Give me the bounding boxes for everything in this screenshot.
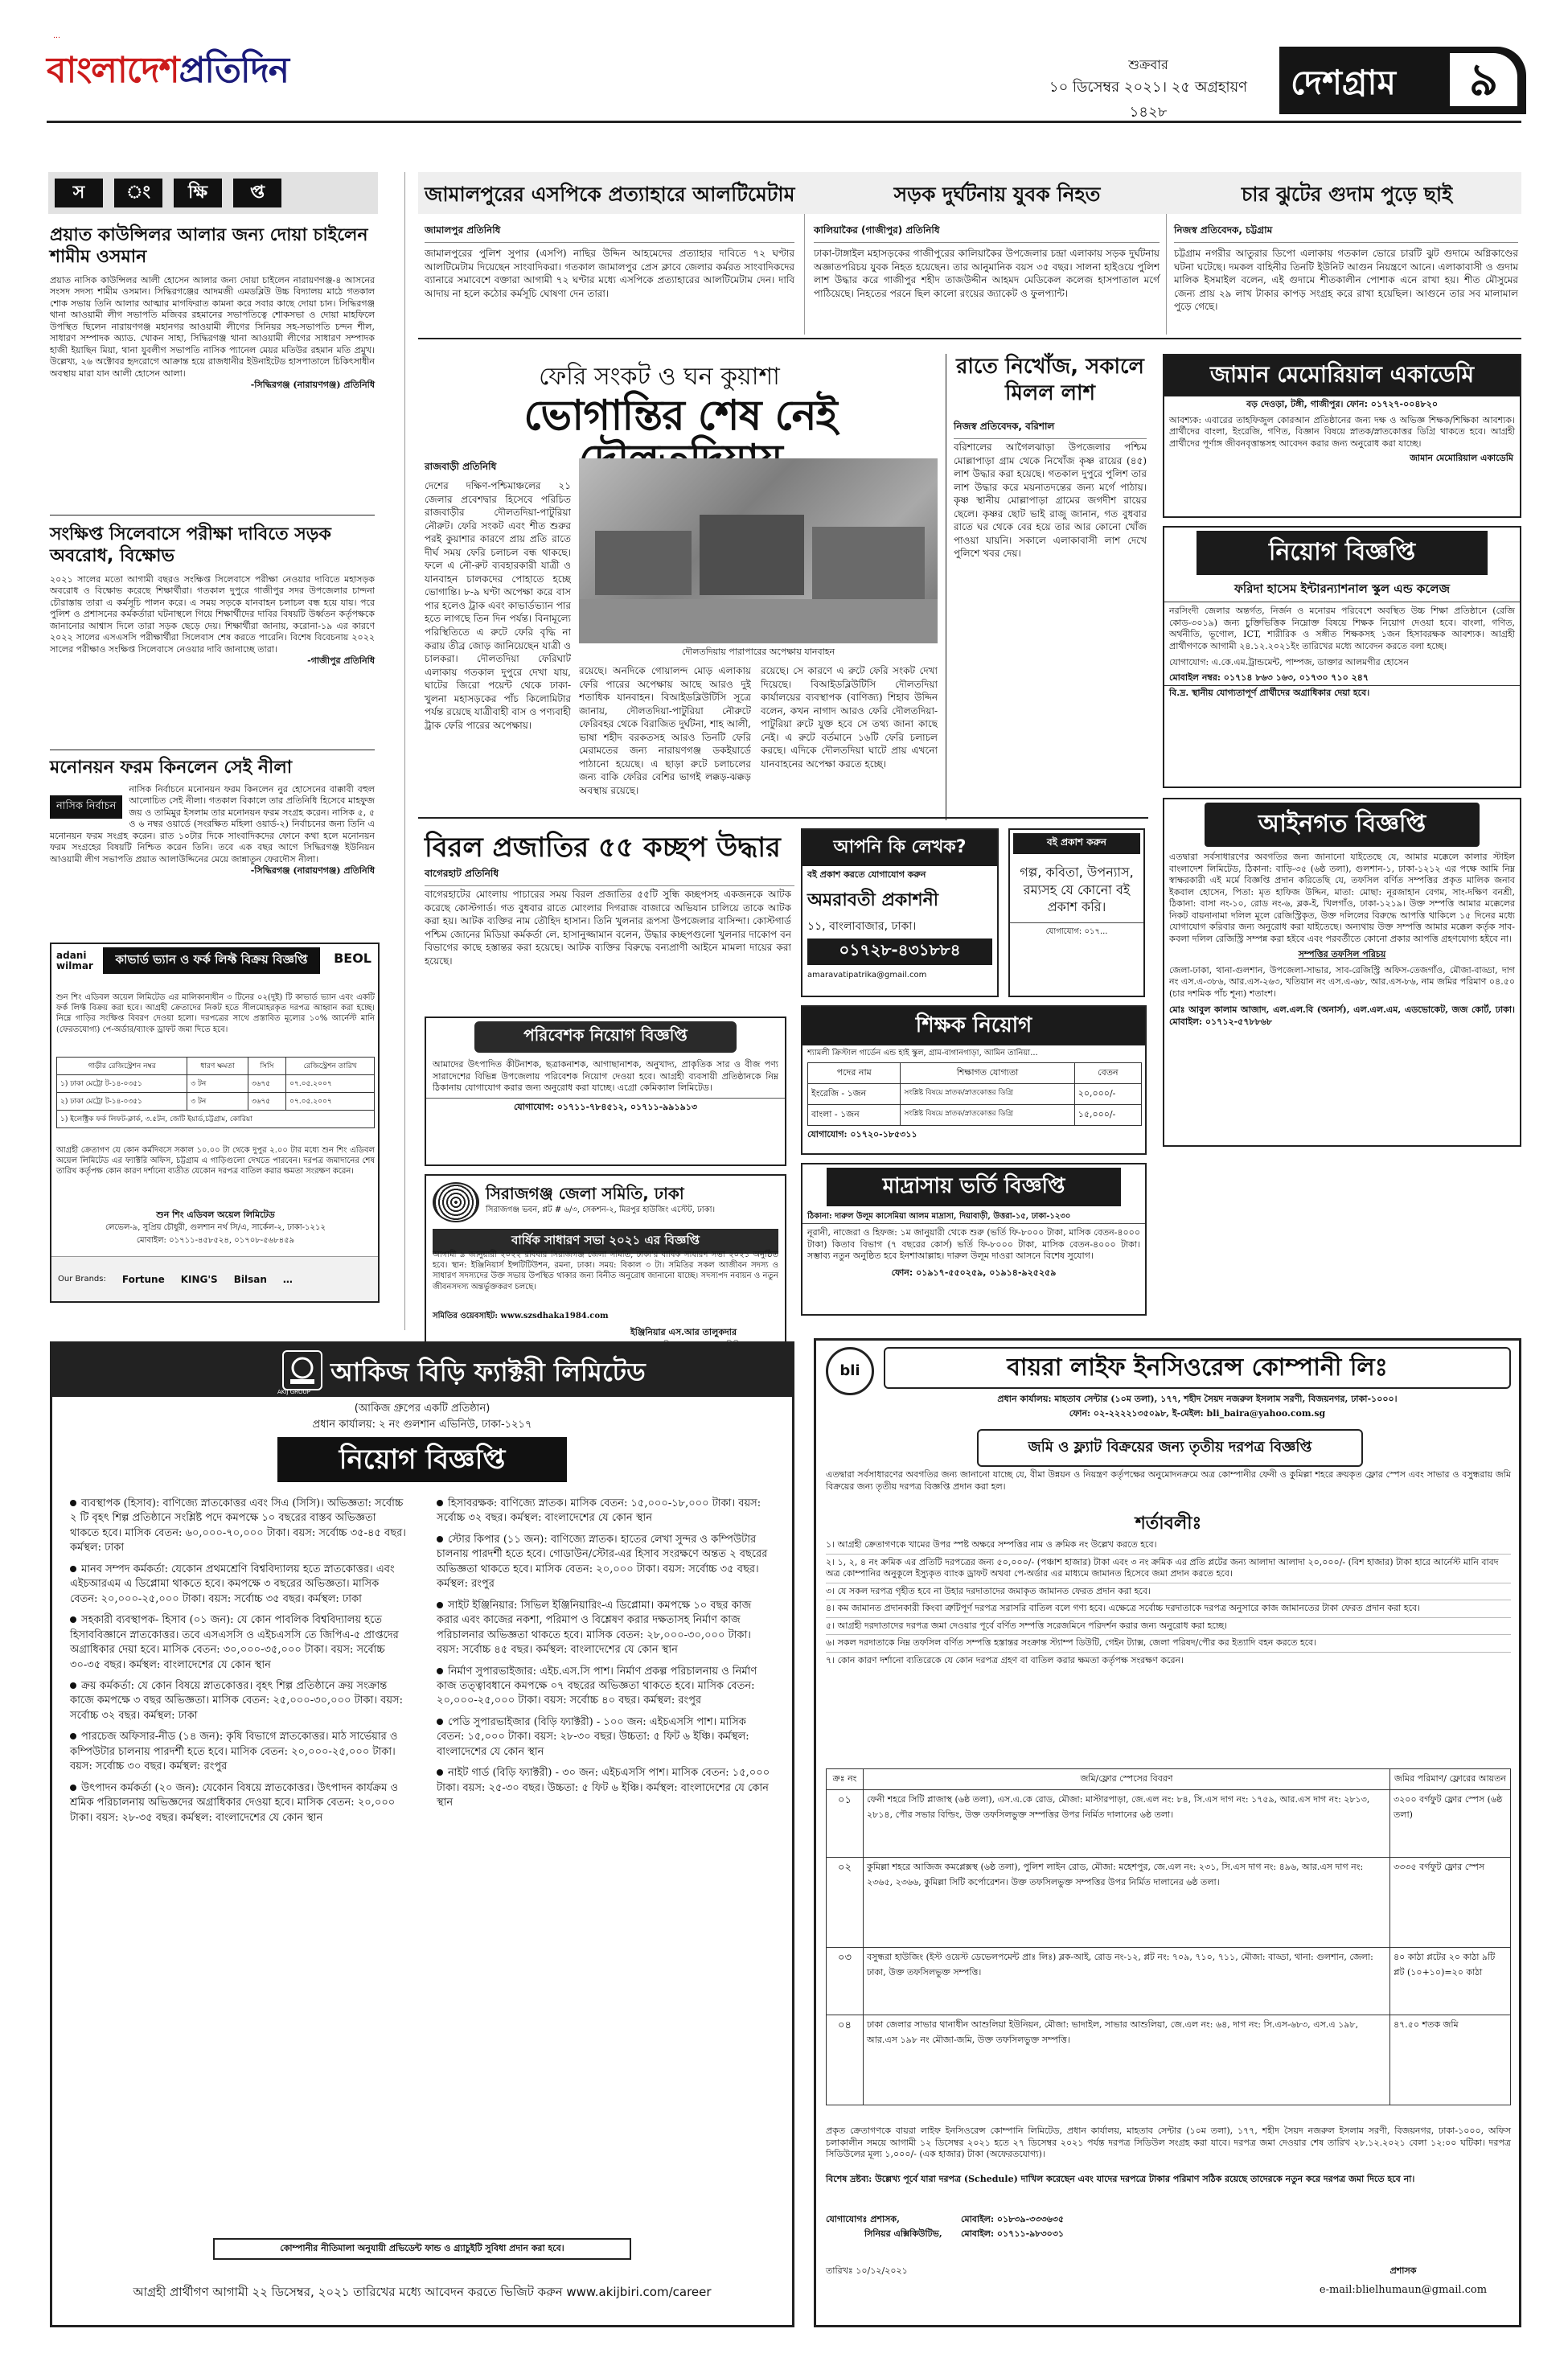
- baira-mobile1: মোবাইল: ০১৮৩৯-৩৩৩৬৩৫: [961, 2214, 1065, 2224]
- adani-logo: adani wilmar: [56, 950, 93, 972]
- table-cell: ০১: [827, 1790, 864, 1858]
- table-cell: ২) ঢাকা মেট্রো ট-১৪-০৩৫১: [57, 1093, 187, 1111]
- table-cell: ৪৭.৫০ শতক জমি: [1390, 2015, 1511, 2105]
- divider: [404, 172, 405, 1330]
- table-cell: ০৩: [827, 1948, 864, 2015]
- writer-ad-title: আপনি কি লেখক?: [802, 830, 997, 866]
- vehicle-sale-ad: [50, 943, 380, 1303]
- masthead-day: শুক্রবার: [1128, 57, 1168, 72]
- farida-ad-subtitle: ফরিদা হাসেম ইন্টারন্যাশনাল স্কুল এন্ড কলেজ: [1164, 578, 1520, 602]
- akij-group-label: AKIJ GROUP: [277, 1389, 310, 1395]
- table-header-cell: ক্রঃ নং: [827, 1769, 864, 1790]
- ferry-queue-photo: [579, 458, 938, 643]
- writer-ad-address: ১১, বাংলাবাজার, ঢাকা।: [807, 919, 917, 933]
- beol-logo: BEOL: [334, 951, 371, 966]
- vehicle-ad-phone: মোবাইল: ০১৭১১-৪৫৮৫২৪, ০১৭০৮-৫৬৮৪৫৯: [136, 1236, 295, 1245]
- akij-jobs-col2: [437, 1497, 774, 1817]
- table-header-cell: ধারণ ক্ষমতা: [187, 1058, 248, 1075]
- distributor-ad-body: আমাদের উৎপাদিত কীটনাশক, ছত্রাকনাশক, আগাছানাশক, অনুখাদ্য, প্রাকৃতিক সার ও বীজ পণ্য সারাদেশের বিভিন্ন উপজেলায় পরিবেশক নিয়োগ দেওয়া হবে। আগ্রহী ব্যবসায়ী প্রতিষ্ঠানকে নিম্ন ঠিকানায় যোগাযোগ করার জন্য অনুরোধ করা যাচ্ছে। এগ্রো কেমিক্যাল লিমিটেড।: [433, 1059, 778, 1094]
- leaf-emblem: [284, 1352, 321, 1389]
- farida-ad-note: বি.দ্র. স্থানীয় যোগ্যতাপূর্ণ প্রার্থীদের অগ্রাধিকার দেয়া হবে।: [1164, 685, 1520, 701]
- table-cell: ৩ টন: [187, 1075, 248, 1093]
- headline-jamalpur[interactable]: জামালপুরের এসপিকে প্রত্যাহারে আলটিমেটাম: [425, 183, 795, 206]
- table-cell: ৩৩৩৫ বর্গফুট ফ্লোর স্পেস: [1390, 1858, 1511, 1948]
- job-text: স্টোর কিপার (১১ জন): বাণিজ্যে স্নাতক। হাতের লেখা সুন্দর ও কম্পিউটার চালনায় পারদর্শী হতে হবে। গোডাউন/স্টোর-এর হিসাব সংরক্ষণে অন্তত ২ বছরের অভিজ্ঞতা থাকতে হবে। মাসিক বেতন: ২০,০০০ টাকা। বয়স: সর্বোচ্চ ৩৫ বছর। কর্মস্থল: রংপুর: [437, 1533, 768, 1591]
- table-cell: ২০,০০০/-: [1074, 1084, 1141, 1105]
- table-cell: ৩৬৭৫: [248, 1075, 285, 1093]
- table-row: [827, 2015, 1511, 2105]
- table-cell: ১) ঢাকা মেট্রো ট-১৪-০৩৫১: [57, 1075, 187, 1093]
- brands-strip: [51, 1256, 378, 1301]
- bullet-icon: [437, 1769, 443, 1776]
- table-header-cell: পদের নাম: [808, 1063, 901, 1084]
- table-row: [808, 1105, 1142, 1126]
- writer-ad: [801, 828, 999, 997]
- baira-tender-ad: [814, 1338, 1521, 2327]
- table-row: [57, 1075, 375, 1093]
- table-cell: কুমিল্লা শহরে আজিজ কমপ্লেক্সস্থ (৬ষ্ঠ তলা), পুলিশ লাইন রোড, মৌজা: মহেশপুর, জে.এল নং: ২৩১, সি.এস দাগ নং: ৪৯৬, আর.এস দাগ নং: ২৩৬৫, ২৩৬৬, কুমিল্লা সিটি কর্পোরেশন। উক্ত তফসিলভুক্ত সম্পত্তির উপর নির্মিত দালানের ৬ষ্ঠ তলা।: [864, 1858, 1390, 1948]
- lead-col2: রয়েছে। অনদিকে গোয়ালন্দ মোড় এলাকায় ফেরি পারের অপেক্ষায় আছে আরও দুই শতাধিক যানবাহন। বিআইডব্লিউটিসি সূত্রে জানায়, দৌলতদিয়া-পাটুরিয়া নৌরুটে ফেরিবহর থেকে বিরাজিত দুর্ঘটনা, শাহ আলী, ভাষা শহীদ বরকতসহ আরও তিনটি ফেরি মেরামতের জন্য নারায়ণগঞ্জ ডকইয়ার্ডে পাঠানো হয়েছে। এ ছাড়া রুটে চলাচলের জন্য বাকি ফেরির বেশির ভাগই লক্কড়-ঝক্কড় অবস্থায় রয়েছে।: [579, 665, 751, 796]
- story-body: ঢাকা-টাঙ্গাইল মহাসড়কের গাজীপুরের কালিয়াকৈর উপজেলার চন্দ্রা এলাকায় সড়ক দুর্ঘটনায় অজ্ঞাতপরিচয় যুবক নিহত হয়েছেন। তার আনুমানিক বয়স ৩৫ বছর। সালনা হাইওয়ে পুলিশ লাশ উদ্ধার করে গাজীপুর শহীদ তাজউদ্দীন আহমদ মেডিকেল কলেজ হাসপাতাল মর্গে পাঠিয়েছে। নিহতের পরনে ছিল কালো রংয়ের জ্যাকেট ও ফুলপ্যান্ট।: [814, 248, 1160, 299]
- bli-logo-text: bli: [839, 1362, 860, 1379]
- brief-body: নাসিক নির্বাচনে মনোনয়ন ফরম কিনলেন নুর হোসেনের বাক্কাবী বহুল আলোচিত সেই নীলা। গতকাল বিকালে তার প্রতিনিধি হিসেবে মাহফুজ জয় ও তামিমুর ইসলাম তার মনোনয়ন ফরম সংগ্রহ করেন। নাসিক ৫, ৫ ও ৬ নম্বর ওয়ার্ডে (সংরক্ষিত মহিলা ওয়ার্ড-২) নির্বাচনের জন্য তিনি এ মনোনয়ন ফরম সংগ্রহ করেন। রাত ১০টার দিকে সাংবাদিকদের ফোনে কথা হলে মনোনয়ন ফরম সংগ্রহের বিষয়টি নিশ্চিত করেন তিনি। তবে এক বছর আগে সিদ্ধিরগঞ্জ ইউনিয়ন আওয়ামী লীগ সভাপতি প্রয়াত আলাউদ্দিনের মেয়ে জান্নাতুন ফেরদৌস নীলা।: [50, 783, 375, 865]
- table-row: [57, 1093, 375, 1111]
- job-text: নাইট গার্ড (বিড়ি ফ্যাক্টরী) - ৩০ জন: এইচএসসি পাশ। মাসিক বেতন: ১৫,০০০ টাকা। বয়স: ২৫-৩০ বছর। উচ্চতা: ৫ ফিট ৬ ইঞ্চি। কর্মস্থল: বাংলাদেশের যে কোন স্থান: [437, 1767, 770, 1809]
- table-header-cell: জমির পরিমাণ/ ফ্লোরের আয়তন: [1390, 1769, 1511, 1790]
- masthead-tagline: …: [53, 32, 60, 40]
- brief-body: প্রয়াত নাসিক কাউন্সিলর আলী হোসেন আলার জন্য দোয়া চাইলেন নারায়ণগঞ্জ-৪ আসনের সংসদ সদস্য শামীম ওসমান। সিদ্ধিরগঞ্জের আদমজী এমডব্লিউ উচ্চ বিদ্যালয় মাঠে গতকাল শোক সভায় তিনি আলার আত্মার মাগফিরাত কামনা করে সবার কাছে দোয়া চান। সিদ্ধিরগঞ্জ থানা আওয়ামী লীগ সভাপতি মজিবর রহমানের সভাপতিত্বে শোকসভা ও দোয়া মাহফিলে উপস্থিত ছিলেন নারায়ণগঞ্জ মহানগর আওয়ামী লীগের সিনিয়র সহ-সভাপতি চন্দন শীল, সাধারণ সম্পাদক অ্যাড. খোকন সাহা, সিদ্ধিরগঞ্জ থানা আওয়ামী লীগের সাধারণ সম্পাদক হাজী ইয়াছিন মিয়া, থানা যুবলীগ সভাপতি নাসিক প্যানেল মেয়র মতিউর রহমান মতি প্রমুখ। উল্লেখ্য, ২৬ অক্টোবর হৃদরোগে আক্রান্ত হয়ে রাজধানীর ইউনাইটেড হাসপাতালে চিকিৎসাধীন অবস্থায় মারা যান আলী হোসেন আলা।: [50, 274, 375, 379]
- lead-byline: রাজবাড়ী প্রতিনিধি: [425, 461, 497, 472]
- brand-logo: Fortune: [121, 1273, 165, 1285]
- bullet-icon: [437, 1719, 443, 1725]
- night-byline: নিজস্ব প্রতিবেদক, বরিশাল: [954, 420, 1147, 439]
- table-row: [808, 1084, 1142, 1105]
- akij-jobs-col1: [70, 1497, 408, 1832]
- lead-headline[interactable]: ভোগান্তির শেষ নেই: [523, 392, 837, 440]
- table-header-cell: রেজিস্ট্রেশন তারিখ: [286, 1058, 375, 1075]
- baira-title: বায়রা লাইফ ইনসিওরেন্স কোম্পানী লিঃ: [1007, 1353, 1388, 1382]
- table-cell: ৩২০০ বর্গফুট ফ্লোর স্পেস (৬ষ্ঠ তলা): [1390, 1790, 1511, 1858]
- trucks-illustration: [579, 458, 938, 643]
- job-listing: [437, 1766, 774, 1810]
- table-cell: ইংরেজি - ১জন: [808, 1084, 901, 1105]
- zaman-ad-address: বড় দেওড়া, টঙ্গী, গাজীপুর। ফোন: ০১৭২৭-০০৪৮২০: [1246, 399, 1438, 409]
- table-header-row: [808, 1063, 1142, 1084]
- agm-body: আগামী ৯ জানুয়ারী ২০২২ রবিবার সিরাজগঞ্জ জেলা সমিতি, ঢাকা'র বার্ষিক সাধারণ সভা ২০২১ অনুষ্ঠিত হবে। স্থান: ইঞ্জিনিয়ার্স ইন্সটিটিউশন, রমনা, ঢাকা। সময়: বিকাল ৩ টা। সমিতির সকল আজীবন সদস্য ও সাধারণ সদস্যদের উক্ত সভায় উপস্থিত থাকার জন্য বিনীত অনুরোধ জানানো যাচ্ছে। সদস্যপদ নবায়ন ও নতুন জীবনসদস্য অন্তর্ভুক্তকরণ চলছে।: [433, 1251, 778, 1292]
- section-name: দেশগ্রাম: [1291, 63, 1396, 102]
- org-address: সিরাজগঞ্জ ভবন, প্লট # ৬/৩, সেকশন-২, মিরপুর হাউজিং এস্টেট, ঢাকা।: [486, 1205, 716, 1214]
- job-text: ক্রয় কর্মকর্তা: যে কোন বিষয়ে স্নাতকোত্তর। বৃহৎ শিল্প প্রতিষ্ঠানে ক্রয় সংক্রান্ত কাজে কমপক্ষে ৩ বছর অভিজ্ঞতা। মাসিক বেতন: ২৫,০০০-৩০,০০০ টাকা। বয়স: সর্বোচ্চ ৩২ বছর। কর্মস্থল: ঢাকা: [70, 1679, 403, 1722]
- baira-date: তারিখঃ ১০/১২/২০২১: [826, 2265, 908, 2276]
- bli-logo-icon: [826, 1347, 874, 1395]
- bullet-icon: [437, 1500, 443, 1506]
- book-ad: [1008, 828, 1145, 997]
- madrasa-ad-body: নূরানী, নাজেরা ও হিফজ: ১ম জানুয়ারী থেকে শুরু (ভর্তি ফি-৮০০০ টাকা, মাসিক বেতন-৪০০০ টাকা) কিতাব বিভাগ (৭ বছরের কোর্স) ভর্তি ফি-৮০০০ টাকা, মাসিক বেতন-৪০০০ টাকা। সম্ভাব্য নতুন অনুষ্ঠিত হবে ইনশাআল্লাহ। দারুল উলূম দাওরা আসনে বিশেষ সুযোগ।: [807, 1227, 1140, 1262]
- vehicle-ad-title: কাভার্ড ভ্যান ও ফর্ক লিফ্ট বিক্রয় বিজ্ঞপ্তি: [103, 947, 320, 974]
- job-listing: [437, 1715, 774, 1760]
- vehicle-ad-body: শুন শিং এডিবল অয়েল লিমিটেড এর মালিকানাধীন ৩ টিনের ০২(দুই) টি কাভার্ড ভ্যান এবং একটি ফর্ক লিফ্ট বিক্রয় করা হবে। আগ্রহী ক্রেতাদের নিকট হতে সীলমোহরকৃত দরপত্র আহ্বান করা হচ্ছে। নিম্নে গাড়ির সংক্ষিপ্ত বিবরণ দেওয়া হলো। দরপত্রের সাথে প্রস্তাবিত মূল্যের ১০% আর্নেস্ট মানি (ফেরতযোগ্য) পে-অর্ডার/ব্যাংক ড্রাফট জমা দিতে হবে।: [56, 993, 375, 1034]
- brief-tag: নাসিক নির্বাচন: [50, 795, 122, 819]
- masthead-date: ১০ ডিসেম্বর ২০২১। ২৫ অগ্রহায়ণ ১৪২৮: [1049, 79, 1248, 121]
- table-cell: ০২: [827, 1858, 864, 1948]
- job-text: সাইট ইঞ্জিনিয়ার: সিভিল ইঞ্জিনিয়ারিং-এ ডিপ্লোমা। কমপক্ষে ১০ বছর কাজ করার এবং কাজের নকশা, পরিমাপ ও বিশ্লেষণ করার দক্ষতাসহ নির্মাণ কাজ পরিচালনার অভিজ্ঞতা থাকতে হবে। মাসিক বেতন: ২৮,০০০-৩০,০০০ টাকা। বয়স: সর্বোচ্চ ৪৫ বছর। কর্মস্থল: বাংলাদেশের যে কোন স্থান: [437, 1599, 752, 1657]
- job-listing: [70, 1679, 408, 1723]
- brief-label-char: প্ত: [233, 179, 281, 207]
- akij-recruitment-ad: [50, 1341, 794, 2327]
- baira-intro: এতদ্বারা সর্বসাধারণের অবগতির জন্য জানানো যাচ্ছে যে, বীমা উন্নয়ন ও নিয়ন্ত্রণ কর্তৃপক্ষের অনুমোদনক্রমে অত্র কোম্পানীর ফেনী ও কুমিল্লা শহরে ক্রয়কৃত ফ্লোর স্পেস এবং সাভার ও বসুন্ধরায় জমি বিক্রয়ের জন্য তৃতীয় দরপত্র বিজ্ঞপ্তি প্রদান করা হল।: [826, 1469, 1511, 1492]
- bullet-icon: [437, 1536, 443, 1542]
- term-item: ৭। কোন কারণ দর্শানো ব্যতিরেকে যে কোন দরপত্র গ্রহণ বা বাতিল করার ক্ষমতা কর্তৃপক্ষ সংরক্ষণ করেন।: [826, 1654, 1184, 1665]
- teacher-table: [807, 1062, 1142, 1126]
- story-body: চট্টগ্রাম নগরীর আতুরার ডিপো এলাকায় গতকাল ভোরে চারটি ঝুট গুদামে অগ্নিকাণ্ডের ঘটনা ঘটেছে। দমকল বাহিনীর তিনটি ইউনিট আগুন নিয়ন্ত্রণে আনে। এলাকাবাসী ও গুদাম মালিক ইসমাইল বলেন, এই গুদামে শীতকালীন পোশাক এনে রাখা হয়। শীত মৌসুমের জেন্য প্রায় ২৯ লাখ টাকার কাপড় সংগ্রহ করে রাখা হয়েছিল। আগুনে তার সব মালামাল পুড়ে গেছে।: [1174, 248, 1518, 313]
- page-number: ৯: [1450, 53, 1517, 106]
- vehicle-ad-address: লেভেল-৯, সুপ্রিয় চৌধুরী, গুলশান নর্থ সি/এ, সার্কেল-২, ঢাকা-১২১২: [105, 1223, 326, 1232]
- legal-ad-schedule-title: সম্পত্তির তফসিল পরিচয়: [1298, 949, 1386, 960]
- logo-first-word: বাংলাদেশ: [47, 50, 179, 91]
- vehicle-table: [56, 1057, 375, 1128]
- table-header-cell: সিসি: [248, 1058, 285, 1075]
- turtle-byline: বাগেরহাট প্রতিনিধি: [425, 867, 794, 886]
- bullet-icon: [70, 1733, 76, 1739]
- job-listing: [70, 1563, 408, 1607]
- baira-address: প্রধান কার্যালয়: মাহতাব সেন্টার (১০ম তলা), ১৭৭, শহীদ সৈয়দ নজরুল ইসলাম সরণী, বিজয়নগর, ঢাকা-১০০০।: [997, 1394, 1398, 1404]
- table-cell: ঢাকা জেলার সাভার থানাধীন আশুলিয়া ইউনিয়ন, মৌজা: ভাদাইল, সাভার আশুলিয়া, জে.এল নং: ৬৪, দাগ নং: সি.এস-৬৮৩, এস.এ ১৯৮, আর.এস ১৯৮ নং মৌজা-জমি, উক্ত তফসিলভুক্ত সম্পত্তি।: [864, 2015, 1390, 2105]
- teacher-ad-intro: শ্যামলী ক্রিস্টাল গার্ডেন এন্ড হাই স্কুল, গ্রাম-বাগানগাড়া, আমিন তানিয়া...: [807, 1049, 1038, 1058]
- table-cell: ০৪: [827, 2015, 864, 2105]
- brief-section-header: [48, 172, 378, 214]
- baira-sign: প্রশাসক: [1389, 2265, 1417, 2276]
- bullet-icon: [70, 1785, 76, 1791]
- brief-item: [50, 225, 375, 392]
- night-body: বরিশালের আগৈলঝাড়া উপজেলার পশ্চিম মোল্লাপাড়া গ্রাম থেকে নিখোঁজ কৃষ্ণ রায়ের (৪৫) লাশ উদ্ধার করা হয়েছে। গতকাল দুপুরে পুলিশ তার লাশ উদ্ধার করে ময়নাতদন্তের জন্য মর্গে পাঠায়। কৃষ্ণ স্থানীয় মোল্লাপাড়া গ্রামের জগদীশ রায়ের ছেলে। কৃষ্ণর ছোট ভাই রাজু জানান, গত বুধবার রাতে ঘর থেকে বের হয়ে তার আর কোনো খোঁজ পাওয়া যায়নি। সকালে এলাকাবাসী লাশ দেখে পুলিশে খবর দেয়।: [954, 442, 1147, 560]
- book-ad-body: গল্প, কবিতা, উপন্যাস, রম্যসহ যে কোনো বই প্রকাশ করি।: [1020, 865, 1134, 915]
- term-item: ৫। আগ্রহী দরদাতাদের দরপত্র জমা দেওয়ার পূর্বে বর্ণিত সম্পত্তি সরেজমিনে পরিদর্শন করার জন্য অনুরোধ করা হচ্ছে।: [826, 1618, 1511, 1636]
- job-text: উৎপাদন কর্মকর্তা (২০ জন): যেকোন বিষয়ে স্নাতকোত্তর। উৎপাদন কার্যক্রম ও শ্রমিক পরিচালনায় অভিজ্ঞদের অগ্রাধিকার দেওয়া হবে। মাসিক বেতন: ২০,০০০ টাকা। বয়স: ২৮-৩৫ বছর। কর্মস্থল: বাংলাদেশের যে কোন স্থান: [70, 1781, 399, 1824]
- brand-logo: …: [282, 1273, 293, 1285]
- table-row: [827, 1790, 1511, 1858]
- job-listing: [70, 1730, 408, 1774]
- brief-label-char: ক্ষি: [174, 179, 222, 207]
- legal-ad-body: এতদ্বারা সর্বসাধারণের অবগতির জন্য জানানো যাইতেছে যে, আমার মক্কেলে কালার স্টাইল বাংলাদেশ লিমিটেড, ঠিকানা: বাড়ি-৩৫ (৬ষ্ঠ তলা), গুলশান-১, ঢাকা-১২১২ এর পক্ষে আমি নিম্ন স্বাক্ষরকারী এই মর্মে বিজ্ঞপ্তি প্রদান করিতেছি যে, তফসিল বর্ণিত সম্পত্তির প্রকৃত মালিক জনাব ইকবাল হোসেন, পিতা: মৃত হাফিজ উদ্দিন, মাতা: মোছা: নূরজাহান বেগম, সাং-দক্ষিণ বনশ্রী, ঠিকানা: বাসা নং-১০, রোড নং-৬, ব্লক-ই, খিলগাঁও, ঢাকা-১২১৯। উক্ত সম্পত্তি আমার মক্কেলের নিকট বায়নানামা দলিল মূলে রেজিস্ট্রিকৃত, উক্ত দলিলের বিরুদ্ধে আপত্তি থাকিলে ১৫ দিনের মধ্যে যোগাযোগ করিবার জন্য অনুরোধ করা যাইতেছে। অন্যথায় উক্ত সম্পত্তি আমার মক্কেল কর্তৃক সাব-কবলা দলিল রেজিস্ট্রি সম্পন্ন করা হইবে এবং পরবর্তীতে কোনো প্রকার আপত্তি গ্রহণযোগ্য হইবে না।: [1169, 852, 1515, 944]
- bullet-icon: [437, 1602, 443, 1608]
- job-text: সহকারী ব্যবস্থাপক- হিসাব (০১ জন): যে কোন পাবলিক বিশ্ববিদ্যালয় হতে হিসাববিজ্ঞানে স্নাতকোত্তর। তবে এসএসসি ও এইচএসসি তে জিপিএ-৫ প্রাপ্তদের অগ্রাধিকার দেয়া হবে। মাসিক বেতন: ৩০,০০০-৩৫,০০০ টাকা। বয়স: সর্বোচ্চ ৩০-৩৫ বছর। কর্মস্থল: বাংলাদেশের যে কোন স্থান: [70, 1614, 399, 1671]
- brief-sign: -গাজীপুর প্রতিনিধি: [307, 655, 375, 667]
- legal-ad-schedule: জেলা-ঢাকা, থানা-গুলশান, উপজেলা-সাভার, সাব-রেজিস্ট্রি অফিস-তেজগাঁও, মৌজা-বাড্ডা, দাগ নং এস.এ-৩৮৬, আর.এস-২৬৩, খতিয়ান নং এস.এ-৬৮, আর.এস-৮৬, নাম জমির পরিমাণ ০৪.৫০ (চার দশমিক পাঁচ শূন্য) শতাংশ।: [1169, 964, 1515, 999]
- table-cell: সংশ্লিষ্ট বিষয়ে স্নাতক/স্নাতকোত্তর ডিগ্রি: [901, 1105, 1074, 1126]
- baira-contact1: যোগাযোগঃ প্রশাসক,: [826, 2214, 900, 2224]
- job-listing: [437, 1533, 774, 1592]
- masthead: [47, 31, 1526, 175]
- agm-signatory: ইঞ্জিনিয়ার এস.আর তালুকদার: [630, 1327, 737, 1337]
- baira-terms: [826, 1537, 1511, 1669]
- teacher-ad: [801, 1005, 1147, 1155]
- term-item: ৩। যে সকল দরপত্র গৃহীত হবে না উহার দরদাতাদের জমাকৃত জামানত ফেরত প্রদান করা হবে।: [826, 1583, 1511, 1601]
- org-name: সিরাজগঞ্জ জেলা সমিতি, ঢাকা: [486, 1184, 684, 1203]
- akij-title: নিয়োগ বিজ্ঞপ্তি: [277, 1437, 567, 1482]
- divider: [418, 338, 1521, 339]
- agm-website[interactable]: সমিতির ওয়েবসাইট: www.szsdhaka1984.com: [433, 1312, 609, 1320]
- distributor-ad-phone: যোগাযোগ: ০১৭১১-৭৮৪৫১২, ০১৭১১-৯৯১৯১৩: [426, 1098, 785, 1117]
- job-listing: [437, 1497, 774, 1526]
- photo-caption: দৌলতদিয়ায় পারাপারের অপেক্ষায় যানবাহন: [681, 647, 835, 657]
- road-story: [814, 224, 1160, 300]
- baira-email[interactable]: e-mail:blielhumaun@gmail.com: [1319, 2284, 1488, 2296]
- property-table: [826, 1768, 1511, 2105]
- job-text: হিসাবরক্ষক: বাণিজ্যে স্নাতক। মাসিক বেতন: ১৫,০০০-১৮,০০০ টাকা। বয়স: সর্বোচ্চ ৩২ বছর। কর্মস্থল: বাংলাদেশের যে কোন স্থান: [437, 1497, 761, 1525]
- job-listing: [70, 1613, 408, 1673]
- akij-apply-line[interactable]: আগ্রহী প্রার্থীগণ আগামী ২২ ডিসেম্বর, ২০২১ তারিখের মধ্যে আবেদন করতে ভিজিট করুন www.akijbiri.com/career: [133, 2285, 712, 2299]
- baira-title-box: [884, 1347, 1511, 1389]
- table-cell: বসুন্ধরা হাউজিং (ইস্ট ওয়েস্ট ডেভেলপমেন্ট প্রাঃ লিঃ) ব্লক-আই, রোড নং-১২, প্লট নং: ৭০৯, ৭১০, ৭১১, মৌজা: বাড্ডা, থানা: গুলশান, জেলা: ঢাকা, উক্ত তফসিলভুক্ত সম্পত্তি।: [864, 1948, 1390, 2015]
- brief-title: সংক্ষিপ্ত সিলেবাসে পরীক্ষা দাবিতে সড়ক অবরোধ, বিক্ষোভ: [50, 524, 331, 566]
- story-byline: নিজস্ব প্রতিবেদক, চট্টগ্রাম: [1174, 224, 1518, 243]
- teacher-ad-footer: যোগাযোগ: ০১৭২০-১৮৫৩১১: [807, 1129, 917, 1140]
- table-row: [57, 1111, 375, 1128]
- section-banner: [1279, 47, 1526, 114]
- table-cell: ৩৬৭৫: [248, 1093, 285, 1111]
- baira-conditions: প্রকৃত ক্রেতাগণকে বায়রা লাইফ ইনসিওরেন্স কোম্পানি লিমিটেড, প্রধান কার্যালয়, মাহতাব সেন্টার (১০ম তলা), ১৭৭, শহীদ সৈয়দ নজরুল ইসলাম সরণী, বিজয়নগর, ঢাকা-১০০০, অফিস চলাকালীন সময়ে আগামী ১২ ডিসেম্বর ২০২১ হতে ২৭ ডিসেম্বর ২০২১ পর্যন্ত দরপত্র সিডিউল সংগ্রহ করা যাবে। দরপত্র জমা দেওয়ার শেষ তারিখ ২৮.১২.২০২১ বেলা ১২:০০ ঘটিকা। দরপত্র সিডিউলের মূল্য ১,০০০/- (এক হাজার) টাকা (অফেরতযোগ্য)।: [826, 2126, 1511, 2160]
- writer-ad-name: অমরাবতী প্রকাশনী: [807, 889, 939, 910]
- night-headline[interactable]: রাতে নিখোঁজ, সকালে মিলল লাশ: [956, 355, 1144, 405]
- legal-ad-title: আইনগত বিজ্ঞপ্তি: [1205, 803, 1480, 847]
- legal-notice-ad: [1163, 798, 1521, 1147]
- agm-title: বার্ষিক সাধারণ সভা ২০২১ এর বিজ্ঞপ্তি: [433, 1229, 778, 1254]
- book-ad-bottom: যোগাযোগ: ০১৭...: [1010, 922, 1143, 937]
- lead-col3: রয়েছে। সে কারণে এ রুটে ফেরি সংকট দেখা দিয়েছে। বিআইডব্লিউটিসি দৌলতদিয়া কার্যালয়ের ব্যবস্থাপক (বাণিজ্য) শিহাব উদ্দিন বলেন, কখন নাগাদ আরও ফেরি দৌলতদিয়া-পাটুরিয়া রুটে যুক্ত হবে সে তথ্য জানা কাছে নেই। এ রুটে বর্তমানে ১৬টি ফেরি চলাচল করছে। এদিকে দৌলতদিয়া ঘাটে প্রায় এখনো যানবাহনের অপেক্ষা করতে হচ্ছে।: [761, 665, 938, 770]
- zaman-academy-ad: [1163, 354, 1521, 518]
- table-cell: ০৭.০৫.২০০৭: [286, 1075, 375, 1093]
- jamalpur-story: [425, 224, 794, 300]
- turtle-body: বাগেরহাটের মোংলায় পাচারের সময় বিরল প্রজাতির ৫৫টি সুন্ধি কচ্ছপসহ একজনকে আটক করেছে কোস্টগার্ড। গত বুধবার রাতে মোংলার দিগরাজ বাজারে অভিযান চালিয়ে তাকে আটক করা হয়। আটক ব্যক্তির নাম তৌহিদ হাসান। তিনি খুলনার রূপসা উপজেলার বাসিন্দা। কোস্টগার্ড পশ্চিম জোনের মিডিয়া কর্মকর্তা লে. হাসানুজ্জামান বলেন, উদ্ধার কচ্ছপগুলো খুলনার দাকোপ বন বিভাগের কাছে হস্তান্তর করা হয়েছে। আটক ব্যক্তির বিরুদ্ধে বন্যপ্রাণী আইনে মামলা দায়ের করা হয়েছে।: [425, 889, 791, 967]
- org-emblem-icon: [433, 1182, 479, 1222]
- farida-school-ad: [1163, 526, 1521, 788]
- job-listing: [437, 1599, 774, 1658]
- job-listing: [437, 1665, 774, 1709]
- table-header-row: [827, 1769, 1511, 1790]
- distributor-ad-title: পরিবেশক নিয়োগ বিজ্ঞপ্তি: [474, 1021, 737, 1053]
- brief-sign: -সিদ্ধিরগঞ্জ (নারায়ণগঞ্জ) প্রতিনিধি: [250, 380, 375, 391]
- writer-ad-phone: ০১৭২৮-৪৩১৮৮৪: [807, 939, 992, 965]
- job-listing: [70, 1497, 408, 1556]
- headline-road[interactable]: সড়ক দুর্ঘটনায় যুবক নিহত: [893, 183, 1101, 206]
- baira-terms-title: শর্তাবলীঃ: [1135, 1514, 1202, 1534]
- fire-story: [1174, 224, 1518, 314]
- table-row: [827, 1858, 1511, 1948]
- baira-mobile2: মোবাইল: ০১৭১১-৯৮৩০৩১: [961, 2228, 1065, 2239]
- term-item: ২। ১, ২, ৪ নং ক্রমিক এর প্রতিটি দরপত্রের জন্য ৫০,০০০/- (পঞ্চাশ হাজার) টাকা এবং ৩ নং ক্রমিক এর প্রতি প্লটের জন্য আলাদা আলাদা ২০,০০০/- (বিশ হাজার) টাকা হারে আর্নেস্ট মানি বাবদ অত্র কোম্পানির অনুকূলে ইস্যুকৃত ব্যাংক ড্রাফট অথবা পে-অর্ডার এর মাধ্যমে জামানত হিসেবে জমা প্রদান করতে হবে।: [826, 1555, 1511, 1583]
- headline-fire[interactable]: চার ঝুটের গুদাম পুড়ে ছাই: [1241, 183, 1453, 206]
- farida-ad-contact: যোগাযোগ: এ.কে.এম.ট্রান্ডমেন্ট, পাম্পজ, ডাক্তার আলমগীর হোসেন: [1169, 657, 1409, 668]
- newspaper-logo[interactable]: [47, 43, 289, 102]
- madrasa-ad: [801, 1163, 1147, 1316]
- table-header-cell: গাড়ীর রেজিস্ট্রেশন নম্বর: [57, 1058, 187, 1075]
- baira-contact: ফোন: ০২-২২২২১৩৫০৯৮, ই-মেইল: bli_baira@yahoo.com.sg: [1069, 1408, 1326, 1419]
- term-item: ৪। কম জামানত প্রদানকারী কিংবা ত্রুটিপূর্ণ দরপত্র সরাসরি বাতিল বলে গণ্য হবে। এক্ষেত্রে সর্বোচ্চ দরদাতাকে দরপত্র অনুসারে কাজ জামানতের টাকা ফেরত প্রদান করা হবে।: [826, 1600, 1511, 1618]
- brief-item: [50, 524, 375, 667]
- vehicle-ad-note: আগ্রহী ক্রেতাগণ যে কোন কর্মদিবসে সকাল ১০.০০ টা থেকে দুপুর ২.০০ টার মধ্যে শুন শিং এডিবল অয়েল লিমিটেড এর ফ্যাক্টরি অফিস, চট্টগ্রাম এ গাড়িগুলো দেখতে পারবেন। দরপত্র জমাদানের শেষ তারিখ কর্তৃপক্ষ কোন কারণ দর্শানো ব্যতীত যেকোন দরপত্র বাতিল করার ক্ষমতা সংরক্ষণ করেন।: [56, 1146, 375, 1177]
- masthead-rule: [47, 121, 1521, 123]
- table-cell: ফেনী শহরে সিটি প্লাজাস্থ (৬ষ্ঠ তলা), এস.এ.কে রোড, মৌজা: মাস্টারপাড়া, জে.এল নং: ৮৪, সি.এস দাগ নং: ১৭৫৯, আর.এস দাগ নং: ২৮১৩, ২৮১৪, পৌর সভার বিল্ডিং, উক্ত তফসিলভুক্ত সম্পত্তির উপর নির্মিত দালানের ৬ষ্ঠ তলা।: [864, 1790, 1390, 1858]
- story-byline: কালিয়াকৈর (গাজীপুর) প্রতিনিধি: [814, 224, 1160, 243]
- bullet-icon: [70, 1616, 76, 1623]
- legal-ad-sign: মোঃ আবুল কালাম আজাদ, এল.এল.বি (অনার্স), এল.এল.এম, এডভোকেট, জজ কোর্ট, ঢাকা। মোবাইল: ০১৭১২-৫৭৮৮৬৮: [1169, 1004, 1515, 1027]
- divider: [1166, 214, 1167, 335]
- madrasa-ad-title: মাদ্রাসায় ভর্তি বিজ্ঞপ্তি: [827, 1168, 1121, 1206]
- brief-item: [50, 758, 375, 877]
- bullet-icon: [437, 1668, 443, 1674]
- brand-logo: KING'S: [180, 1273, 218, 1285]
- baira-banner: জমি ও ফ্ল্যাট বিক্রয়ের জন্য তৃতীয় দরপত্র বিজ্ঞপ্তি: [977, 1429, 1363, 1467]
- akij-sub: (আকিজ গ্রুপের একটি প্রতিষ্ঠান): [354, 1403, 491, 1415]
- table-header-cell: শিক্ষাগত যোগ্যতা: [901, 1063, 1074, 1084]
- akij-office: প্রধান কার্যালয়: ২ নং গুলশান এভিনিউ, ঢাকা-১২১৭: [312, 1419, 532, 1431]
- bullet-icon: [70, 1682, 76, 1689]
- divider: [804, 214, 805, 335]
- table-cell: সংশ্লিষ্ট বিষয়ে স্নাতক/স্নাতকোত্তর ডিগ্রি: [901, 1084, 1074, 1105]
- job-text: মানব সম্পদ কর্মকর্তা: যেকোন প্রথমশ্রেণি বিশ্ববিদ্যালয় হতে স্নাতকোত্তর। এবং এইচআরএম এ ডিপ্লোমা থাকতে হবে। কমপক্ষে ৩ বছরের অভিজ্ঞতা। মাসিক বেতন: ২০,০০০-২৫,০০০ টাকা। বয়স: সর্বোচ্চ ৩৫ বছর। কর্মস্থল: ঢাকা: [70, 1563, 395, 1605]
- table-cell: ৪০ কাঠা প্লটের ২০ কাঠা ৯টি প্লট (১০+১০)=২০ কাঠা: [1390, 1948, 1511, 2015]
- brand-logo: Bilsan: [233, 1273, 267, 1285]
- term-item: ৬। সকল দরদাতাকে নিম্ন তফসিল বর্ণিত সম্পত্তি হস্তান্তর সংক্রান্ত স্ট্যাম্প ডিউটি, গেইন ট্যাক্স, জেলা পরিষদ/পৌর কর ইত্যাদি বহন করতে হবে।: [826, 1635, 1511, 1653]
- logo-second-word: প্রতিদিন: [179, 50, 289, 91]
- akij-company-name: আকিজ বিড়ি ফ্যাক্টরী লিমিটেড: [330, 1357, 646, 1387]
- job-listing: [70, 1781, 408, 1826]
- zaman-ad-title: জামান মেমোরিয়াল একাডেমি: [1164, 355, 1520, 396]
- baira-special-note: বিশেষ দ্রষ্টব্য: উল্লেখ্য পূর্বে যারা দরপত্র (Schedule) দাখিল করেছেন এবং যাদের দরপত্রে টাকার পরিমাণ সঠিক রয়েছে তাদেরকে নতুন করে দরপত্র জমা দিতে হবে না।: [826, 2174, 1415, 2184]
- job-text: পেডি সুপারভাইজার (বিড়ি ফ্যাক্টরী) - ১০০ জন: এইচএসসি পাশ। মাসিক বেতন: ১৫,০০০ টাকা। বয়স: ২৮-৩০ বছর। উচ্চতা: ৫ ফিট ৬ ইঞ্চি। কর্মস্থল: বাংলাদেশের যে কোন স্থান: [437, 1715, 749, 1758]
- farida-ad-phone: মোবাইল নম্বর: ০১৭১৪ ৮৬৩ ১৬৩, ০১৭৩০ ৭১০ ২৪৭: [1169, 672, 1369, 683]
- brands-label: Our Brands:: [58, 1275, 106, 1284]
- job-text: পারচেজ অফিসার-নীড (১৪ জন): কৃষি বিভাগে স্নাতকোত্তর। মাঠ সার্ভেয়ার ও কম্পিউটার চালনায় পারদর্শী হতে হবে। মাসিক বেতন: ২০,০০০-২৫,০০০ টাকা। বয়স: সর্বোচ্চ ৩০ বছর। কর্মস্থল: রংপুর: [70, 1731, 398, 1773]
- writer-ad-email: amaravatipatrika@gmail.com: [807, 970, 927, 980]
- writer-ad-line: বই প্রকাশ করতে যোগাযোগ করুন: [807, 869, 926, 880]
- lead-kicker: ফেরি সংকট ও ঘন কুয়াশা: [539, 363, 780, 391]
- bullet-icon: [70, 1566, 76, 1572]
- zaman-ad-sign: জামান মেমোরিয়াল একাডেমি: [1410, 453, 1513, 464]
- job-text: ব্যবস্থাপক (হিসাব): বাণিজ্যে স্নাতকোত্তর এবং সিএ (সিসি)। অভিজ্ঞতা: সর্বোচ্চ ২ টি বৃহৎ শিল্প প্রতিষ্ঠানে সংশ্লিষ্ট পদে কমপক্ষে ১০ বছরের বাস্তব অভিজ্ঞতা থাকতে হবে। মাসিক বেতন: ৬০,০০০-৭০,০০০ টাকা। বয়স: সর্বোচ্চ ৩৫-৪৫ বছর। কর্মস্থল: ঢাকা: [70, 1497, 406, 1555]
- table-row: [827, 1948, 1511, 2015]
- farida-ad-body: নরসিংদী জেলার অন্তর্গত, নির্জন ও মনোরম পরিবেশে অবস্থিত উচ্চ শিক্ষা প্রতিষ্ঠানে (রেজি কোড-৩০১৯) জন্য চুক্তিভিত্তিক নিম্নোক্ত বিষয়ে শিক্ষক নিয়োগ দেওয়া হবে। বাংলা, গণিত, অর্থনীতি, ভূগোল, ICT, শারীরিক ও সঙ্গীত শিক্ষকসহ ১জন হিসাবরক্ষক আবশ্যক। আগ্রহী প্রার্থীগণকে আগামী ২৪.১২.২০২১ইং তারিখের মধ্যে আবেদন করতে বলা হচ্ছে।: [1169, 606, 1515, 651]
- table-cell: ১) ইলেক্ট্রিক ফর্ক লিফট-ক্লার্ক, ৩.৫টন, জেটি ইয়ার্ড,চট্টগ্রাম, কোরিয়া: [57, 1111, 375, 1128]
- farida-ad-title: নিয়োগ বিজ্ঞপ্তি: [1197, 531, 1488, 575]
- table-cell: ১৫,০০০/-: [1074, 1105, 1141, 1126]
- bullet-icon: [70, 1500, 76, 1506]
- baira-contact2: সিনিয়র এক্সিকিউটিভ,: [864, 2228, 942, 2239]
- story-byline: জামালপুর প্রতিনিধি: [425, 224, 794, 243]
- brief-title: প্রয়াত কাউন্সিলর আলার জন্য দোয়া চাইলেন শামীম ওসমান: [50, 225, 368, 267]
- brief-label-row: [55, 179, 281, 207]
- table-header-row: [57, 1058, 375, 1075]
- brief-sign: -সিদ্ধিরগঞ্জ (নারায়ণগঞ্জ) প্রতিনিধি: [250, 865, 375, 877]
- brief-body: ২০২১ সালের মতো আগামী বছরও সংক্ষিপ্ত সিলেবাসে পরীক্ষা নেওয়ার দাবিতে মহাসড়ক অবরোধ ও বিক্ষোভ করেছে শিক্ষার্থীরা। গতকাল দুপুরে গাজীপুর সদর উপজেলার চান্দনা চৌরাস্তায় তারা এ কর্মসূচি পালন করে। এ সময় সড়কে যানবাহন চলাচল বন্ধ হয়ে যায়। পরে পুলিশ ও প্রশাসনের কর্মকর্তারা ঘটনাস্থলে গিয়ে শিক্ষার্থীদের দাবির বিষয়টি উর্ধ্বতন কর্তৃপক্ষকে জানানোর আশ্বাস দিলে তারা সড়ক ছেড়ে দেয়। শিক্ষার্থীরা জানায়, করোনা-১৯ এর কারণে ২০২২ সালের এসএসসি পরীক্ষার্থীরা সিলেবাস শেষ করতে পারেনি। বিশেষ বিবেচনায় ২০২২ সালের পরীক্ষাও সংক্ষিপ্ত সিলেবাসে নেওয়ার দাবি জানাচ্ছে তারা।: [50, 573, 375, 655]
- akij-benefit-box: কোম্পানীর নীতিমালা অনুযায়ী প্রভিডেন্ট ফান্ড ও গ্র্যাচুইটি সুবিধা প্রদান করা হবে।: [213, 2238, 631, 2260]
- table-cell: বাংলা - ১জন: [808, 1105, 901, 1126]
- akij-logo-icon: [282, 1350, 322, 1390]
- vehicle-ad-company: শুন শিং এডিবল অয়েল লিমিটেড: [156, 1210, 275, 1220]
- divider: [418, 817, 1148, 819]
- table-cell: ০৭.০৫.২০০৭: [286, 1093, 375, 1111]
- table-header-cell: জমি/ফ্লোর স্পেসের বিবরণ: [864, 1769, 1390, 1790]
- term-item: ১। আগ্রহী ক্রেতাগণকে খামের উপর স্পষ্ট অক্ষরে সম্পত্তির নাম ও ক্রমিক নং উল্লেখ করতে হবে।: [826, 1537, 1511, 1555]
- madrasa-ad-subtitle: ঠিকানা: দারুল উলূম কাসেমিয়া আলম মাদ্রাসা, দিয়াবাড়ী, উত্তরা-১৫, ঢাকা-১২৩০: [802, 1210, 1145, 1224]
- zaman-ad-body: আবশ্যক: এবারের তাহফিজুল কোরআন প্রতিষ্ঠানের জন্য দক্ষ ও অভিজ্ঞ শিক্ষক/শিক্ষিকা আবশ্যক। প্রার্থীদের বাংলা, ইংরেজি, গণিত, বিজ্ঞান বিষয়ে স্নাতক/স্নাতকোত্তর ডিগ্রি থাকতে হবে। আগ্রহী প্রার্থীদের পূর্ণাঙ্গ জীবনবৃত্তান্তসহ আবেদন করার জন্য অনুরোধ করা যাচ্ছে।: [1169, 414, 1515, 449]
- table-cell: ৩ টন: [187, 1093, 248, 1111]
- story-body: জামালপুরের পুলিশ সুপার (এসপি) নাছির উদ্দিন আহমেদের প্রত্যাহার দাবিতে ৭২ ঘণ্টার আলটিমেটাম দিয়েছেন সাংবাদিকরা। গতকাল জামালপুর প্রেস ক্লাবে জেলার কর্মরত সাংবাদিকদের ব্যানারে সমাবেশে বক্তারা আগামী ৭২ ঘণ্টার মধ্যে এসপিকে প্রত্যাহারের আলটিমেটাম দেন। দাবি আদায় না হলে কঠোর কর্মসূচি ঘোষণা দেন তারা।: [425, 248, 794, 299]
- teacher-ad-title: শিক্ষক নিয়োগ: [802, 1007, 1145, 1045]
- turtle-headline[interactable]: বিরল প্রজাতির ৫৫ কচ্ছপ উদ্ধার: [425, 832, 781, 864]
- table-header-cell: বেতন: [1074, 1063, 1141, 1084]
- distributor-ad: [425, 1017, 786, 1166]
- madrasa-ad-phone: ফোন: ০১৯১৭-৫৫০২৫৯, ০১৯১৪-৯২৫২৫৯: [891, 1267, 1057, 1278]
- lead-col1: দেশের দক্ষিণ-পশ্চিমাঞ্চলের ২১ জেলার প্রবেশদ্বার হিসেবে পরিচিত রাজবাড়ীর দৌলতদিয়া-পাটুরিয়া নৌরুট। ফেরি সংকট এবং শীত শুরুর পরই কুয়াশার কারণে প্রায় প্রতি রাতে দীর্ঘ সময় ফেরি চলাচল বন্ধ থাকছে। ফলে এ নৌ-রুট ব্যবহারকারী যাত্রী ও যানবাহন চালকদের পোহাতে হচ্ছে ভোগান্তি। ৮-৯ ঘণ্টা অপেক্ষা করে বাস পার হলেও ট্রাক এবং কাভার্ডভ্যান পার হতে লাগছে তিন দিন পর্যন্ত। বিনামূল্যে পরিস্থিতিতে এ রুটে ফেরি বৃদ্ধি না করায় তীব্র জোড় জানিয়েছেন যাত্রী ও চালকরা। দৌলতদিয়া ফেরিঘাট এলাকায় গতকাল দুপুরে দেখা যায়, ঘাটের জিরো পয়েন্ট থেকে ঢাকা-খুলনা মহাসড়কের পাঁচ কিলোমিটার পর্যন্ত রয়েছে যাত্রীবাহী বাস ও পণ্যবাহী ট্রাক ফেরি পারের অপেক্ষায়।: [425, 480, 571, 731]
- book-ad-top: বই প্রকাশ করুন: [1013, 833, 1140, 854]
- brief-label-char: ং: [114, 179, 162, 207]
- job-text: নির্মাণ সুপারভাইজার: এইচ.এস.সি পাশ। নির্মাণ প্রকল্প পরিচালনায় ও নির্মাণ কাজ তত্ত্বাবধানে কমপক্ষে ০৭ বছরের অভিজ্ঞতা থাকতে হবে। মাসিক বেতন: ২০,০০০-২৫,০০০ টাকা। বয়স: সর্বোচ্চ ৪০ বছর। কর্মস্থল: রংপুর: [437, 1665, 757, 1707]
- brief-label-char: স: [55, 179, 103, 207]
- brief-title: মনোনয়ন ফরম কিনলেন সেই নীলা: [50, 758, 293, 778]
